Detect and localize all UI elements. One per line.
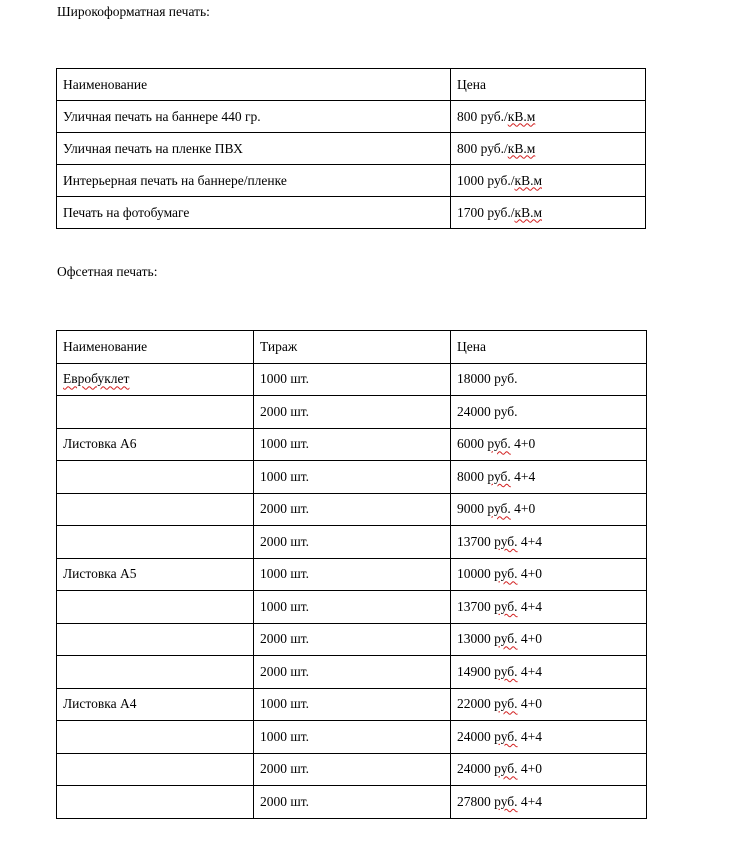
price-currency: руб. [494, 663, 518, 679]
item-price [451, 101, 646, 133]
price-currency: руб. [494, 761, 518, 777]
table-row [57, 591, 647, 624]
price-unit: кВ.м [514, 172, 542, 188]
table-row [57, 623, 647, 656]
item-price [451, 133, 646, 165]
price-unit: кВ.м [507, 108, 536, 124]
item-name: Уличная печать на пленке ПВХ [57, 133, 451, 165]
price-value: 800 руб./ [457, 140, 508, 156]
price-amount: 13700 [457, 598, 491, 614]
item-name [57, 363, 254, 396]
price-colors: 4+0 [520, 566, 543, 582]
item-qty: 1000 шт. [254, 591, 451, 624]
item-name [57, 526, 254, 559]
price-currency: руб. [494, 728, 518, 744]
table-row [57, 558, 647, 591]
item-price [451, 461, 647, 494]
header-price: Цена [451, 331, 647, 364]
item-name: Уличная печать на баннере 440 гр. [57, 101, 451, 133]
price-colors: 4+0 [520, 696, 543, 712]
item-qty: 2000 шт. [254, 526, 451, 559]
item-name [57, 623, 254, 656]
price-unit: кВ.м [507, 140, 536, 156]
price-amount: 14900 [457, 663, 491, 679]
table-row [57, 721, 647, 754]
price-amount: 24000 [457, 761, 491, 777]
item-qty: 2000 шт. [254, 493, 451, 526]
price-colors: 4+0 [514, 501, 536, 517]
price-value: 1000 руб./ [457, 172, 515, 188]
price-currency: руб. [494, 598, 518, 614]
item-qty: 2000 шт. [254, 396, 451, 429]
table-row [57, 526, 647, 559]
header-qty: Тираж [254, 331, 451, 364]
price-amount: 18000 [457, 371, 491, 387]
item-price [451, 656, 647, 689]
table-row [57, 656, 647, 689]
table-row [57, 428, 647, 461]
item-price [451, 165, 646, 197]
section-heading-offset: Офсетная печать: [57, 264, 158, 279]
header-name: Наименование [57, 331, 254, 364]
price-currency: руб. [494, 631, 518, 647]
table-header-row [57, 69, 646, 101]
offset-price-table [56, 330, 647, 819]
item-price [451, 591, 647, 624]
item-name: Интерьерная печать на баннере/пленке [57, 165, 451, 197]
table-row [57, 197, 646, 229]
item-name [57, 753, 254, 786]
item-price [451, 753, 647, 786]
price-currency: руб. [494, 566, 518, 582]
item-price [451, 428, 647, 461]
price-colors: 4+4 [520, 793, 543, 809]
item-name: Печать на фотобумаге [57, 197, 451, 229]
price-amount: 13700 [457, 533, 491, 549]
item-qty: 1000 шт. [254, 363, 451, 396]
price-currency: руб. [494, 793, 518, 809]
price-currency: руб. [494, 533, 518, 549]
table-row [57, 363, 647, 396]
table-row [57, 753, 647, 786]
table-row [57, 461, 647, 494]
item-qty: 2000 шт. [254, 656, 451, 689]
item-qty: 1000 шт. [254, 461, 451, 494]
item-qty: 2000 шт. [254, 786, 451, 819]
item-price [451, 197, 646, 229]
header-price: Цена [451, 69, 646, 101]
price-colors: 4+0 [514, 436, 536, 452]
price-currency: руб. [494, 403, 518, 419]
item-qty: 1000 шт. [254, 721, 451, 754]
item-name [57, 656, 254, 689]
price-amount: 10000 [457, 566, 491, 582]
item-qty: 2000 шт. [254, 753, 451, 786]
price-amount: 6000 [457, 436, 484, 452]
price-colors: 4+4 [520, 533, 543, 549]
item-name: Листовка А4 [57, 688, 254, 721]
section-heading-wide-format: Широкоформатная печать: [57, 4, 210, 19]
table-row [57, 786, 647, 819]
item-name [57, 461, 254, 494]
table-row [57, 493, 647, 526]
price-amount: 24000 [457, 403, 491, 419]
item-price [451, 526, 647, 559]
price-currency: руб. [487, 468, 511, 484]
item-name [57, 396, 254, 429]
item-qty: 2000 шт. [254, 623, 451, 656]
price-currency: руб. [494, 371, 518, 387]
item-name: Листовка А5 [57, 558, 254, 591]
price-value: 1700 руб./ [457, 204, 515, 220]
table-row [57, 688, 647, 721]
price-amount: 8000 [457, 468, 484, 484]
price-amount: 24000 [457, 728, 491, 744]
price-colors: 4+4 [514, 468, 536, 484]
item-price [451, 688, 647, 721]
price-amount: 27800 [457, 793, 491, 809]
table-row [57, 165, 646, 197]
price-amount: 9000 [457, 501, 484, 517]
price-colors: 4+4 [520, 663, 543, 679]
header-name: Наименование [57, 69, 451, 101]
price-colors: 4+4 [520, 598, 543, 614]
price-colors: 4+4 [520, 728, 543, 744]
wide-format-price-table [56, 68, 646, 229]
price-colors: 4+0 [520, 761, 543, 777]
table-row [57, 396, 647, 429]
price-amount: 13000 [457, 631, 491, 647]
item-price [451, 786, 647, 819]
item-price [451, 396, 647, 429]
price-currency: руб. [487, 501, 511, 517]
item-name [57, 786, 254, 819]
item-price [451, 558, 647, 591]
price-currency: руб. [494, 696, 518, 712]
price-currency: руб. [487, 436, 511, 452]
item-name: Листовка А6 [57, 428, 254, 461]
item-name-text: Евробуклет [63, 371, 130, 387]
table-row [57, 133, 646, 165]
item-price [451, 721, 647, 754]
price-unit: кВ.м [514, 204, 542, 220]
price-colors: 4+0 [520, 631, 543, 647]
item-price [451, 363, 647, 396]
item-name [57, 591, 254, 624]
table-row [57, 101, 646, 133]
item-price [451, 623, 647, 656]
item-qty: 1000 шт. [254, 428, 451, 461]
price-amount: 22000 [457, 696, 491, 712]
item-price [451, 493, 647, 526]
table-header-row [57, 331, 647, 364]
item-qty: 1000 шт. [254, 688, 451, 721]
item-name [57, 721, 254, 754]
item-qty: 1000 шт. [254, 558, 451, 591]
price-value: 800 руб./ [457, 108, 508, 124]
item-name [57, 493, 254, 526]
